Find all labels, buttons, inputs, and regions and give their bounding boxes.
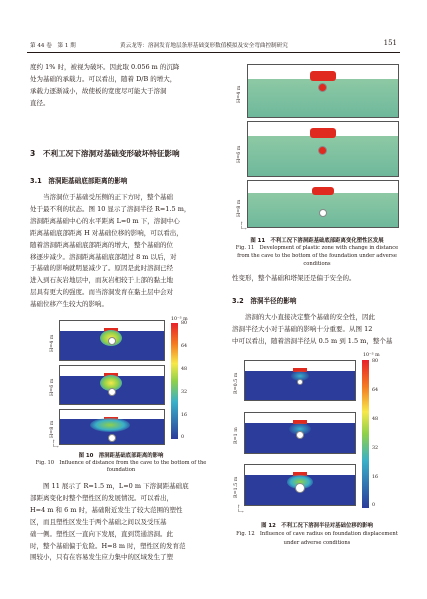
text-line: 部距离变化时整个塑性区的发展情况。可以看出， [30, 493, 173, 502]
text-line: 直径。 [30, 99, 50, 107]
figure-11-caption-cn: 图 11 不利工况下溶洞距基础底部距离变化塑性区发展 [250, 238, 384, 244]
fig10-panel-h6 [59, 365, 165, 405]
text-line: 区，而且塑性区发生于两个基础之间以及受压基 [30, 517, 167, 526]
cave [318, 83, 327, 92]
colorbar-tick: 16 [181, 413, 188, 418]
cave [295, 483, 305, 493]
fig10-panel-h4 [59, 320, 165, 361]
colorbar-tick: 32 [372, 446, 379, 451]
axis-indicator: ↑ └→ [240, 222, 247, 232]
running-title: 黄云龙等：溶洞发育地层条形基础变形数值模拟及安全弯曲控制研究 [120, 43, 288, 49]
fig11-panel-h6 [247, 121, 399, 177]
figure-12-caption-en: under adverse conditions [283, 540, 351, 546]
text-line: 中可以看出，随着溶洞半径从 0.5 m 到 1.5 m，整个基 [232, 336, 393, 345]
fig10-panel-h8 [59, 409, 165, 445]
fig12-panel-r05 [244, 360, 356, 401]
fig11-panel-h8 [247, 180, 399, 228]
text-line: 围较小，只有在容易发生应力集中的区域发生了塑 [30, 553, 173, 562]
text-line: 溶洞距离基础中心的水平距离 L=0 m 下，溶洞中心 [30, 216, 180, 225]
colorbar-tick: 0 [372, 503, 376, 508]
cave [296, 431, 304, 439]
section-3-1-heading: 3.1 溶洞距基础底部距离的影响 [30, 177, 128, 185]
panel-label: R=1.5 m [234, 476, 239, 498]
colorbar-tick: 48 [372, 417, 379, 422]
figure-12-caption-en: Fig. 12 Influence of cave radius on foundation displacement [236, 531, 398, 537]
figure-11-caption-en: Fig. 11 Development of plastic zone with change in distance [235, 245, 399, 251]
cave [319, 209, 327, 217]
colorbar-tick: 80 [181, 321, 188, 326]
text-line: H=4 m 和 6 m 时，基础附近发生了较大范围的塑性 [30, 505, 183, 514]
figure-11-caption-en: from the cave to the bottom of the foundation under adverse [237, 253, 397, 259]
figure-10-caption-en: Fig. 10 Influence of distance from the cave to the bottom of the [35, 460, 207, 466]
cave [108, 337, 116, 345]
text-line: 于基础的影响就明显减少了。原因是此时溶洞已经 [30, 264, 173, 273]
cave [297, 379, 303, 385]
panel-label: H=4 m [237, 85, 242, 103]
figure-10-caption-cn: 图 10 溶洞距基础底部距离的影响 [78, 453, 164, 459]
text-line: 时，整个基础偏于危险。H=8 m 时，塑性区的发育范 [30, 541, 186, 550]
panel-label: H=6 m [237, 145, 242, 163]
axis-indicator: ↑ └→ [52, 440, 59, 450]
figure-11-caption-en: conditions [303, 261, 331, 267]
plastic-zone [310, 128, 336, 138]
panel-label: H=4 m [50, 334, 55, 352]
header-rule [27, 52, 400, 53]
figure-10-caption-en: foundation [106, 467, 136, 473]
section-3-heading: 3 不利工况下溶洞对基础变形破坏特征影响 [30, 149, 180, 158]
text-line: 进入到石灰岩地层中，而灰岩相较于上部的黏土地 [30, 276, 173, 285]
fig12-panel-r15 [244, 464, 356, 506]
text-line: 图 11 展示了 R=1.5 m，L=0 m 下溶洞距基础底 [30, 482, 189, 490]
colorbar-unit: 10⁻³ m [171, 317, 188, 322]
text-line: 处于最不利的状态。图 10 显示了溶洞半径 R=1.5 m， [30, 204, 191, 213]
colorbar-tick: 16 [372, 475, 379, 480]
cave [108, 388, 116, 396]
text-line: 度约 1% 时，被视为破坏。因此取 0.056 m 的沉降 [30, 63, 180, 71]
colorbar-tick: 32 [181, 390, 188, 395]
section-3-2-heading: 3.2 溶洞半径的影响 [232, 297, 297, 305]
colorbar-tick: 80 [372, 359, 379, 364]
fig12-panel-r1 [244, 412, 356, 454]
fig11-panel-h4 [247, 64, 399, 118]
axis-indicator: ↑ └→ [237, 505, 244, 515]
colorbar-tick: 64 [372, 388, 379, 393]
plastic-zone [310, 71, 336, 81]
text-line: 承载力逐渐减小，故使板的宽度尽可能大于溶洞 [30, 87, 167, 95]
text-line: 础一侧。塑性区一直向下发展，直到贯通溶洞。此 [30, 529, 173, 538]
text-line: 层具有更大的强度。而当溶洞发育在黏土层中会对 [30, 288, 173, 297]
journal-volume: 第 44 卷 第 1 期 [30, 43, 76, 49]
text-line: 处为基础的承载力。可以看出，随着 D/B 的增大， [30, 75, 177, 83]
text-line: 性变形，整个基础和塔架还是偏于安全的。 [232, 274, 356, 282]
colorbar-unit: 10⁻³ m [363, 353, 380, 358]
panel-label: H=6 m [50, 378, 55, 396]
text-line: 距离基础底部距离 H 对基础位移的影响，可以看出， [30, 228, 183, 237]
text-line: 溶洞半径大小对于基础的影响十分重要。从图 12 [232, 324, 373, 333]
text-line: 基础位移产生较大的影响。 [30, 300, 108, 309]
page-number: 151 [383, 39, 397, 47]
panel-label: H=8 m [237, 199, 242, 217]
panel-label: H=8 m [50, 420, 55, 438]
panel-label: R=0.5 m [234, 372, 239, 394]
colorbar [362, 360, 369, 508]
plastic-zone [312, 187, 334, 195]
text-line: 当溶洞位于基础受压侧的正下方时，整个基础 [30, 193, 173, 201]
colorbar-tick: 0 [181, 435, 185, 440]
figure-12-caption-cn: 图 12 不利工况下溶洞半径对基础位移的影响 [261, 523, 373, 529]
colorbar-tick: 48 [181, 367, 188, 372]
cave [108, 434, 116, 442]
colorbar [171, 323, 178, 439]
colorbar-tick: 64 [181, 344, 188, 349]
text-line: 移逐步减少。溶洞距离基础底部超过 8 m 以后，对 [30, 252, 177, 261]
cave [318, 146, 327, 155]
text-line: 溶洞的大小直接决定整个基础的安全性，因此 [232, 313, 375, 321]
text-line: 随着溶洞距离基础底部距离的增大，整个基础的位 [30, 240, 173, 249]
panel-label: R=1 m [234, 427, 239, 444]
